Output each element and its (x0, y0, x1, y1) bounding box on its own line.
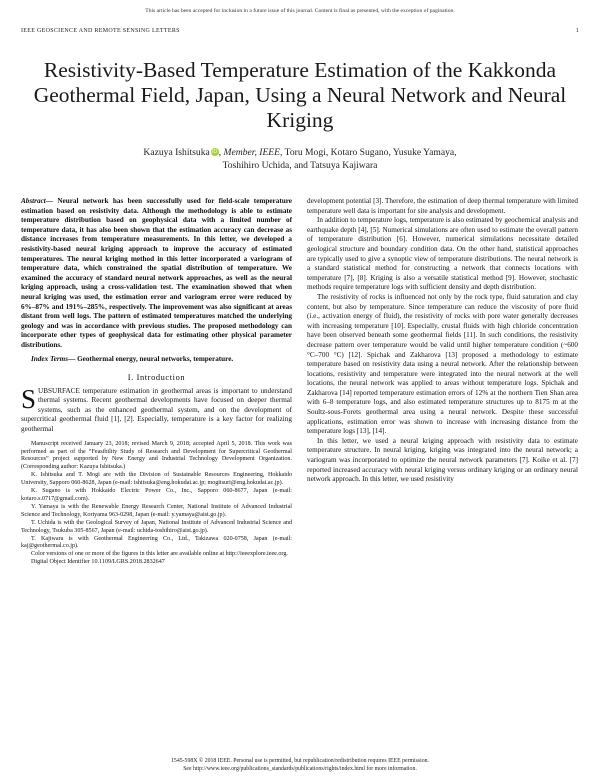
left-column (21, 197, 292, 567)
page-number: 1 (575, 28, 579, 34)
author-list (40, 146, 560, 172)
first-author: Kazuya Ishitsuka (143, 147, 210, 158)
footnote: T. Kajiwara is with Geothermal Engineering Co., Ltd., Takizawa 020-0758, Japan (e-mail: kaj@geothermal.co.jp). (21, 535, 292, 550)
footnotes (21, 441, 292, 568)
footnote: Digital Object Identifier 10.1109/LGRS.2018.2832647 (31, 559, 165, 566)
running-header (21, 28, 579, 34)
footnote: Manuscript received January 23, 2018; revised March 9, 2018; accepted April 5, 2018. This work was performed as part of the “Feasibility Study of Research and Development for Supercritical Geothermal Resources” project supported by New Energy and Industrial Technology Development Organization. (Corresponding author: Kazuya Ishitsuka.) (21, 440, 292, 471)
paper-title: Resistivity-Based Temperature Estimation of the Kakkonda Geothermal Field, Japan, Using a Neural Network and Neural Kriging (33, 58, 567, 132)
drop-cap: S (21, 383, 37, 414)
footnote: K. Sugano is with Hokkaido Electric Power Co., Inc., Sapporo 060-8677, Japan (e-mail: kotaro.s.0717@gmail.com). (21, 488, 292, 502)
introduction-lead (21, 383, 292, 435)
footnote: Y. Yamaya is with the Renewable Energy Research Center, National Institute of Advanced Industrial Science and Technology, Koriyama 963-0298, Japan (e-mail: y.yamaya@aist.go.jp). (21, 503, 292, 518)
author-line-1: Kazuya Ishitsuka iD, Member, IEEE, Toru Mogi, Kotaro Sugano, Yusuke Yamaya, (143, 147, 457, 158)
footnote: T. Uchida is with the Geological Survey of Japan, National Institute of Advanced Industrial Science and Technology, Tsukuba 305-8567, Japan (e-mail: uchida-toshihiro@aist.go.jp). (21, 519, 292, 534)
index-terms (21, 355, 292, 365)
footnote: K. Ishitsuka and T. Mogi are with the Division of Sustainable Resources Engineering, Hokkaido University, Sapporo 060-8628, Japan (e-mail: ishitsuka@eng.hokudai.ac.jp; mogitsuri@eng.hokudai.ac.jp). (21, 472, 292, 487)
right-column (307, 197, 578, 485)
abstract-label: Abstract (21, 197, 46, 205)
section-heading-introduction: I. Introduction (127, 373, 186, 383)
copyright-line: 1545-598X © 2018 IEEE. Personal use is permitted, but republication/redistribution requires IEEE permission. (171, 758, 429, 764)
co-authors-line-2: Toshihiro Uchida, and Tatsuya Kajiwara (222, 160, 378, 171)
index-terms-label: Index Terms (31, 354, 69, 363)
acceptance-notice: This article has been accepted for inclusion in a future issue of this journal. Content is final as presented, with the exception of pagination. (145, 8, 455, 14)
body-paragraph: The resistivity of rocks is influenced not only by the rock type, fluid saturation and clay content, but also by temperature. Since temperature can reduce the viscosity of pore fluid (i.e., activation energy of fluid), the resistivity of rocks with pore water generally decreases with increasing temperature [10]. Especially, crustal fluids with high chloride concentration have been observed beneath some geothermal fields [11]. In such conditions, the resistivity decrease pattern over temperature would be valid until higher temperature condition (~600 °C–700 °C) [12]. Spichak and Zakharova [13] proposed a methodology to estimate temperature based on resistivity data using a neural network. After the relationship between locations, resistivity and temperature were integrated into the neural network at the well locations, the neural network was applied to areas without temperature logs. Spichak and Zakharova [14] reported temperature estimation errors of 12% at the northern Tien Shan area with 6–8 temperature logs, and also estimated temperature structures up to 8175 m at the Soultz-sous-Forets geothermal area using a neural network. Despite these successful applications, estimation error was shown to increase with increasing distance from the temperature logs [13], [14]. (307, 292, 578, 436)
body-paragraph: development potential [3]. Therefore, the estimation of deep thermal temperature with limited temperature well data is important for site analysis and development. (307, 197, 578, 215)
body-paragraph: In addition to temperature logs, temperature is also estimated by geochemical analysis and earthquake depth [4], [5]. Numerical simulations are often used to estimate the overall pattern of temperature distribution [6]. However, numerical simulations necessitate detailed geological structure and boundary condition data. On the other hand, statistical approaches are typically used to give a synoptic view of temperature distributions. The neural network is a standard statistical method for constructing a network that connects locations with temperature [7], [8]. Kriging is also a versatile statistical method [9]. However, stochastic methods require temperature logs with sufficient density and depth distribution. (307, 216, 578, 292)
abstract (21, 197, 292, 351)
orcid-icon[interactable]: iD (212, 149, 218, 155)
journal-name: IEEE GEOSCIENCE AND REMOTE SENSING LETTERS (21, 28, 180, 34)
introduction-lead-text: UBSURFACE temperature estimation in geothermal areas is important to understand thermal systems. Recent geothermal developments have focused on deeper thermal systems, such as the enhanced geothermal system, and on the development of supercritical geothermal fluid [1], [2]. Especially, temperature is a key factor for realizing geothermal (21, 386, 292, 434)
copyright-footer (0, 758, 600, 773)
co-authors-line-1: , Toru Mogi, Kotaro Sugano, Yusuke Yamaya, (280, 147, 457, 158)
author-membership: Member, IEEE (223, 147, 281, 158)
abstract-text: — Neural network has been successfully used for field-scale temperature estimation based on resistivity data. Although the methodology is able to estimate temperature distribution based on geophysical data with a limited number of temperature data, it has also been shown that the estimation accuracy can decrease as distance increases from temperature measurements. In this letter, we developed a resistivity-based neural kriging approach to improve the accuracy of estimated temperatures. The neural kriging method in this letter incorporated a variogram of temperature data, which constrained the spatial distribution of temperature. We examined the accuracy of standard neural network approaches, as well as the neural kriging approach, using a cross-validation test. The examination showed that when neural kriging was used, the estimation error and variogram error were reduced by 6%–87% and 191%–285%, respectively. The improvement was also significant at areas distant from well logs. The pattern of estimated temperatures matched the underlying geology and was in accordance with previous studies. The proposed methodology can incorporate other types of geophysical data for estimating other physical parameter distributions. (21, 197, 292, 349)
rights-link[interactable]: See http://www.ieee.org/publications_standards/publications/rights/index.html for more information. (183, 765, 417, 772)
body-paragraph: In this letter, we used a neural kriging approach with resistivity data to estimate temperature structure. In neural kriging, kriging was integrated into the neural network; a variogram was incorporated to optimize the neural network parameters [7]. Koike et al. [7] reported increased accuracy with neural kriging versus ordinary kriging or an ordinary neural network approach. In this letter, we used resistivity (307, 436, 578, 484)
footnote: Color versions of one or more of the figures in this letter are available online at http://ieeexplore.ieee.org. (31, 551, 288, 558)
index-terms-text: — Geothermal energy, neural networks, temperature. (68, 354, 234, 363)
